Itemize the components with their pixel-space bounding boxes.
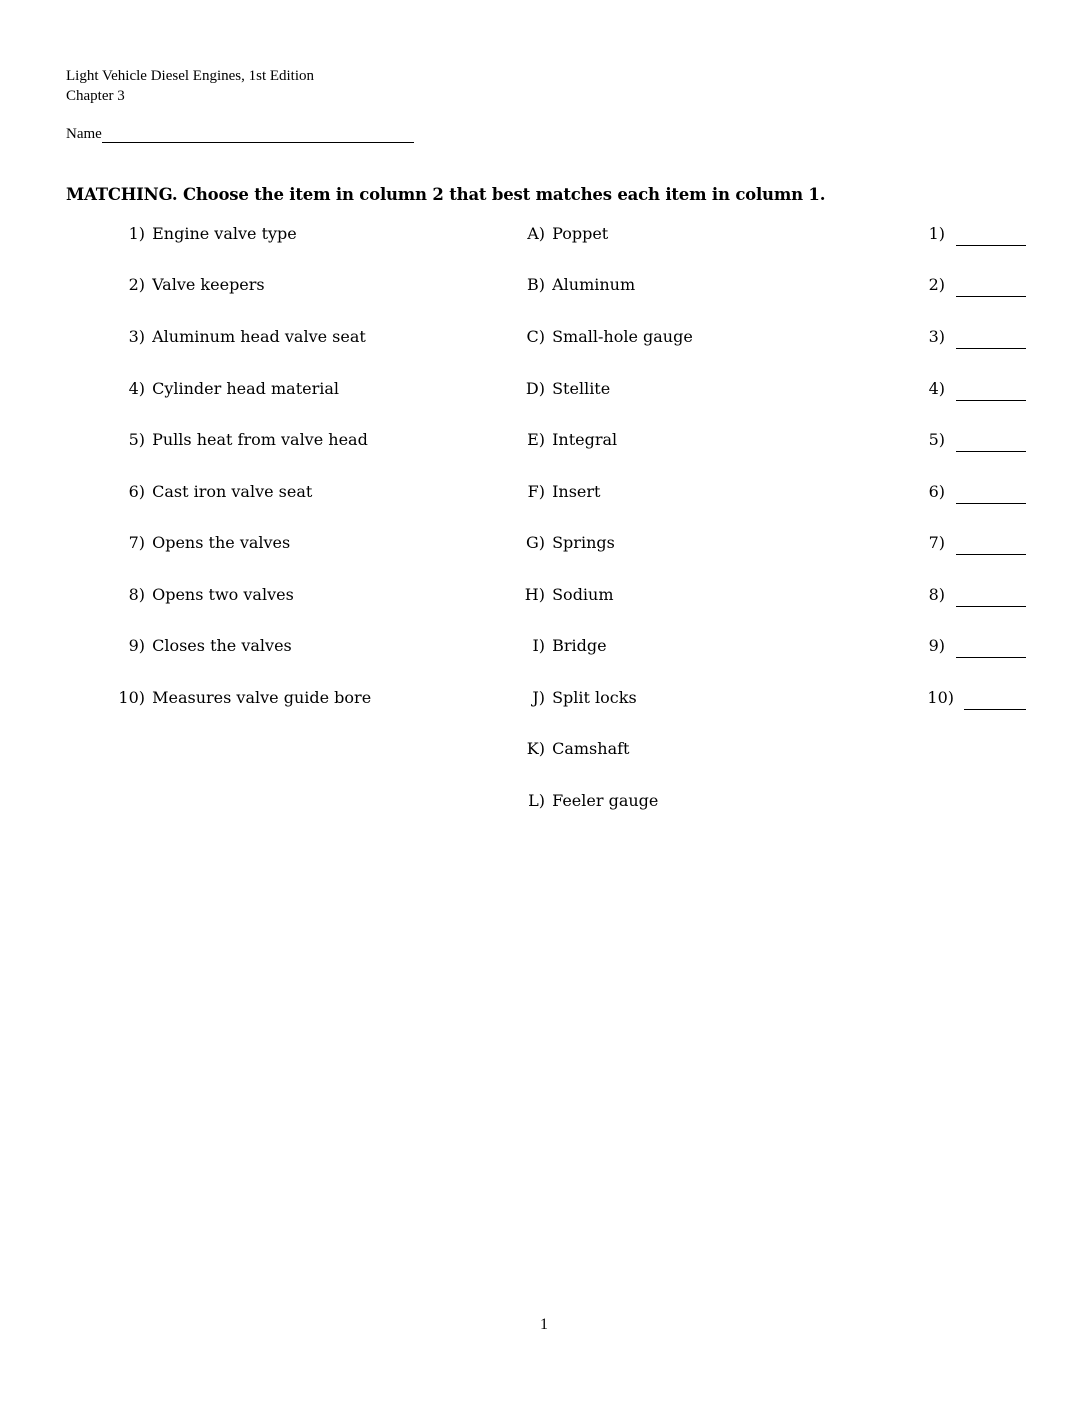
- item-text: Small-hole gauge: [552, 327, 693, 346]
- item-number: 3): [128, 327, 145, 346]
- item-text: Feeler gauge: [552, 791, 659, 810]
- item-number: 6): [128, 482, 145, 501]
- answer-number: 7): [928, 533, 945, 552]
- item-letter: E): [527, 430, 545, 449]
- item-number: 8): [128, 585, 145, 604]
- item-number: 10): [118, 688, 145, 707]
- item-letter: K): [526, 739, 545, 758]
- column1-item: [118, 533, 498, 553]
- item-text: Insert: [552, 482, 601, 501]
- item-text: Bridge: [552, 636, 607, 655]
- item-letter: I): [532, 636, 545, 655]
- item-number: 2): [128, 275, 145, 294]
- answer-blank[interactable]: [956, 657, 1026, 658]
- item-number: 5): [128, 430, 145, 449]
- item-text: Camshaft: [552, 739, 630, 758]
- answer-blank[interactable]: [956, 451, 1026, 452]
- item-letter: L): [528, 791, 545, 810]
- column2-item: [510, 482, 890, 502]
- column1-item: [118, 585, 498, 605]
- column1-item: [118, 379, 498, 399]
- answer-number: 6): [928, 482, 945, 501]
- item-text: Aluminum head valve seat: [152, 327, 366, 346]
- item-text: Measures valve guide bore: [152, 688, 372, 707]
- item-text: Stellite: [552, 379, 611, 398]
- column2-item: [510, 533, 890, 553]
- item-number: 7): [128, 533, 145, 552]
- column2-item: [510, 275, 890, 295]
- answer-blank[interactable]: [956, 503, 1026, 504]
- item-text: Cast iron valve seat: [152, 482, 313, 501]
- answer-number: 2): [928, 275, 945, 294]
- item-number: 1): [128, 224, 145, 243]
- item-text: Valve keepers: [152, 275, 265, 294]
- item-text: Closes the valves: [152, 636, 292, 655]
- answer-blank[interactable]: [956, 348, 1026, 349]
- answer-row: [918, 482, 1028, 502]
- document-title: Light Vehicle Diesel Engines, 1st Edition: [66, 68, 315, 84]
- item-text: Poppet: [552, 224, 609, 243]
- answer-number: 4): [928, 379, 945, 398]
- answer-row: [918, 636, 1028, 656]
- column1-item: [118, 275, 498, 295]
- column1-item: [118, 482, 498, 502]
- name-row: [66, 125, 414, 143]
- column2-item: [510, 739, 890, 759]
- item-letter: A): [527, 224, 545, 243]
- name-label: Name: [66, 126, 102, 142]
- item-text: Opens two valves: [152, 585, 294, 604]
- item-text: Pulls heat from valve head: [152, 430, 368, 449]
- item-number: 9): [128, 636, 145, 655]
- answer-blank[interactable]: [956, 606, 1026, 607]
- column1-item: [118, 327, 498, 347]
- column2-item: [510, 636, 890, 656]
- answer-number: 10): [927, 688, 954, 707]
- column1-item: [118, 688, 498, 708]
- column2-item: [510, 688, 890, 708]
- page-number: 1: [540, 1316, 548, 1333]
- item-letter: D): [525, 379, 545, 398]
- answer-blank[interactable]: [956, 245, 1026, 246]
- item-text: Engine valve type: [152, 224, 297, 243]
- item-text: Aluminum: [552, 275, 636, 294]
- column2-item: [510, 224, 890, 244]
- answer-row: [918, 585, 1028, 605]
- column2-item: [510, 791, 890, 811]
- item-number: 4): [128, 379, 145, 398]
- answer-row: [918, 224, 1028, 244]
- item-text: Sodium: [552, 585, 614, 604]
- answer-number: 1): [928, 224, 945, 243]
- item-text: Opens the valves: [152, 533, 291, 552]
- answer-blank[interactable]: [964, 709, 1026, 710]
- chapter-label: Chapter 3: [66, 88, 125, 104]
- answer-blank[interactable]: [956, 554, 1026, 555]
- column1-item: [118, 430, 498, 450]
- answer-row: [918, 379, 1028, 399]
- item-letter: H): [524, 585, 545, 604]
- item-letter: C): [526, 327, 545, 346]
- column2-item: [510, 430, 890, 450]
- answer-row: [918, 430, 1028, 450]
- answer-row: [918, 688, 1028, 708]
- item-letter: G): [525, 533, 545, 552]
- column2-item: [510, 379, 890, 399]
- answer-number: 8): [928, 585, 945, 604]
- column2-item: [510, 585, 890, 605]
- column2-item: [510, 327, 890, 347]
- answer-row: [918, 327, 1028, 347]
- item-text: Integral: [552, 430, 618, 449]
- column1-item: [118, 224, 498, 244]
- item-text: Springs: [552, 533, 615, 552]
- answer-blank[interactable]: [956, 296, 1026, 297]
- answer-number: 9): [928, 636, 945, 655]
- answer-row: [918, 533, 1028, 553]
- answer-row: [918, 275, 1028, 295]
- item-text: Split locks: [552, 688, 637, 707]
- item-letter: F): [527, 482, 545, 501]
- answer-blank[interactable]: [956, 400, 1026, 401]
- item-text: Cylinder head material: [152, 379, 340, 398]
- item-letter: B): [527, 275, 545, 294]
- matching-instructions: MATCHING. Choose the item in column 2 that best matches each item in column 1.: [66, 185, 826, 204]
- answer-number: 3): [928, 327, 945, 346]
- name-blank-line[interactable]: [102, 126, 414, 143]
- column1-item: [118, 636, 498, 656]
- answer-number: 5): [928, 430, 945, 449]
- item-letter: J): [532, 688, 545, 707]
